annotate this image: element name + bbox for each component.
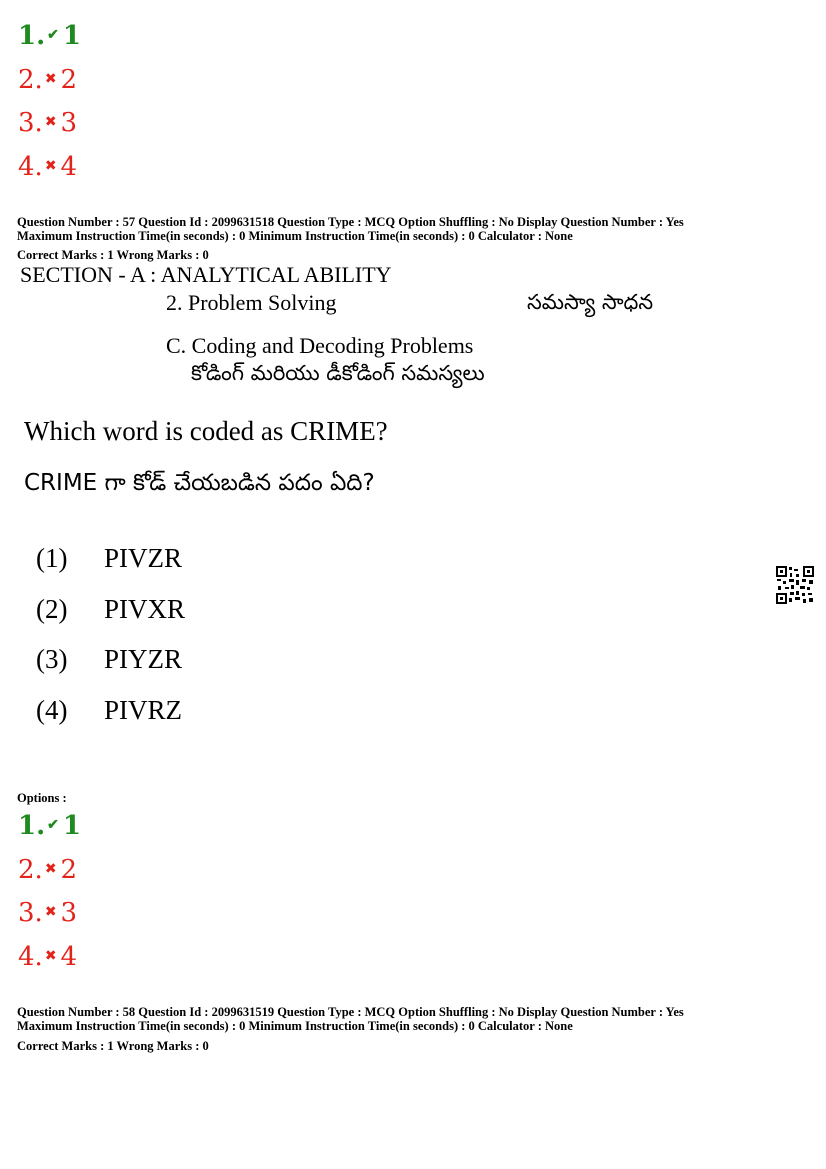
option-row-4 [18,152,77,183]
option-number: 2. [18,855,43,885]
cross-icon: ✖ [44,114,57,130]
question-text-telugu-content: CRIME గా కోడ్ చేయబడిన పదం ఏది? [24,470,375,496]
option-row-2 [18,855,77,886]
option-value: 3 [60,108,78,138]
cross-icon: ✖ [44,904,57,920]
option-value: 2 [60,65,78,95]
topic-title: 2. Problem Solving [166,290,337,315]
option-value: 2 [60,855,78,885]
choice-number-4: (4) [36,695,68,725]
option-number: 4. [18,942,43,972]
subtopic-title: C. Coding and Decoding Problems [166,333,474,358]
choice-number-1: (1) [36,543,68,573]
cross-icon: ✖ [44,158,57,174]
question-text: Which word is coded as CRIME? [24,416,388,446]
cross-icon: ✖ [44,861,57,877]
qr-code-icon [776,566,814,604]
cross-icon: ✖ [44,948,57,964]
options-label: Options : [17,791,67,805]
option-number: 3. [18,108,43,138]
option-row-3 [18,108,77,139]
subtopic-title-telugu: కోడింగ్ మరియు డీకోడింగ్ సమస్యలు [191,361,485,385]
option-value: 3 [60,898,78,928]
option-row-1 [18,811,81,842]
choice-text-2: PIVXR [104,594,186,624]
question-marks: Correct Marks : 1 Wrong Marks : 0 [17,1039,209,1053]
check-icon: ✔ [47,817,59,833]
question-marks: Correct Marks : 1 Wrong Marks : 0 [17,248,209,262]
question-meta-line1: Question Number : 58 Question Id : 2099631519 Question Type : MCQ Option Shuffling : No Display Question Number : Yes [17,1005,684,1019]
option-number: 3. [18,898,43,928]
question-meta-line2: Maximum Instruction Time(in seconds) : 0 Minimum Instruction Time(in seconds) : 0 Calculator : None [17,229,573,243]
question-meta-line2: Maximum Instruction Time(in seconds) : 0 Minimum Instruction Time(in seconds) : 0 Calculator : None [17,1019,573,1033]
option-row-1 [18,21,81,52]
option-number: 2. [18,65,43,95]
option-row-3 [18,898,77,929]
option-number: 1. [18,21,46,51]
option-value: 1 [62,811,81,841]
section-title: SECTION - A : ANALYTICAL ABILITY [20,262,392,287]
option-value: 4 [60,942,78,972]
option-value: 4 [60,152,78,182]
choice-text-1: PIVZR [104,543,183,573]
topic-title-telugu: సమస్యా సాధన [527,290,654,314]
question-meta-line1: Question Number : 57 Question Id : 2099631518 Question Type : MCQ Option Shuffling : No Display Question Number : Yes [17,215,684,229]
choice-text-4: PIVRZ [104,695,183,725]
choice-text-3: PIYZR [104,644,183,674]
check-icon: ✔ [47,27,59,43]
choice-number-2: (2) [36,594,68,624]
cross-icon: ✖ [44,71,57,87]
question-text-telugu [24,466,375,502]
option-number: 1. [18,811,46,841]
option-row-4 [18,942,77,973]
choice-number-3: (3) [36,644,68,674]
option-row-2 [18,65,77,96]
option-value: 1 [62,21,81,51]
option-number: 4. [18,152,43,182]
